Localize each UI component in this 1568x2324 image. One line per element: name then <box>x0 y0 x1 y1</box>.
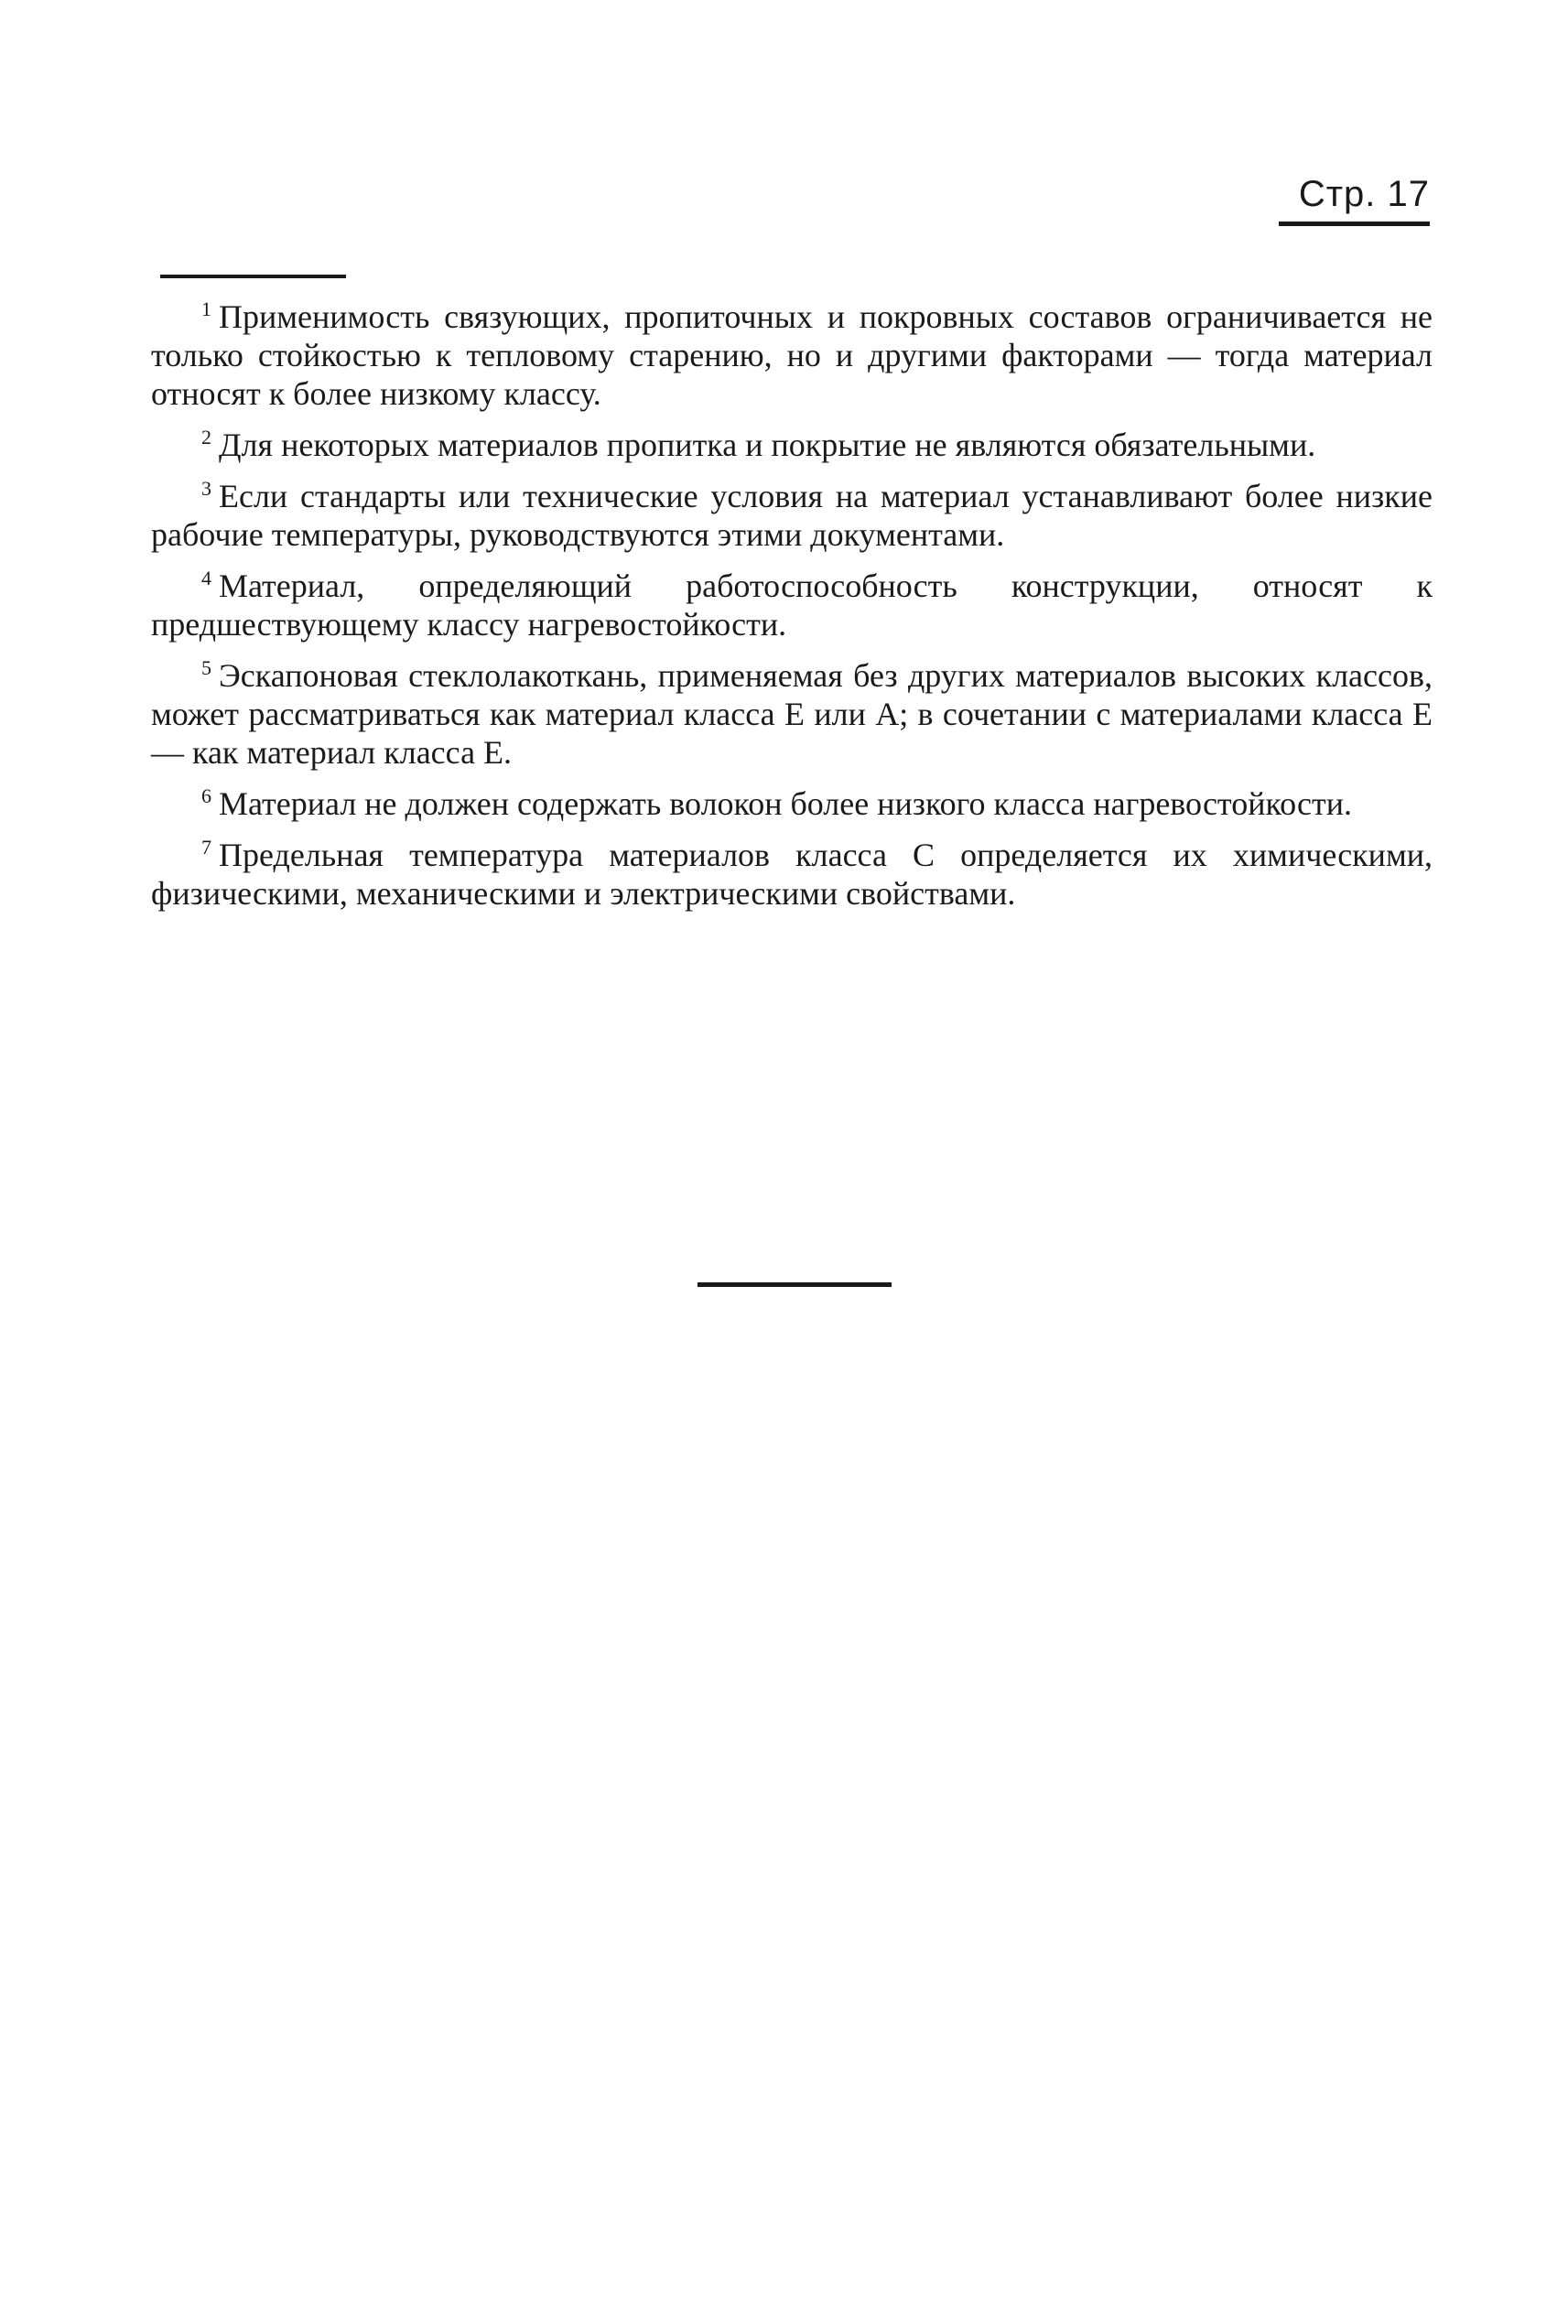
footnote <box>151 426 1433 464</box>
closing-rule <box>697 1282 892 1287</box>
footnote-text: Материал не должен содержать волокон более низкого класса нагревостойкости. <box>219 785 1352 822</box>
footnote-marker: 3 <box>201 477 211 500</box>
footnote-marker: 1 <box>201 297 211 320</box>
footnote-text: Применимость связующих, пропиточных и покровных составов ограничивается не только стойкостью к тепловому старению, но и другими факторами — тогда материал относят к более низкому классу. <box>151 298 1433 412</box>
footnote <box>151 656 1433 772</box>
footnote-marker: 6 <box>201 784 211 807</box>
footnote-text: Если стандарты или технические условия на материал устанавливают более низкие рабочие температуры, руководствуются этими документами. <box>151 478 1433 553</box>
footnote <box>151 567 1433 643</box>
footnote-text: Эскапоновая стеклолакоткань, применяемая без других материалов высоких классов, может рассматриваться как материал класса E или A; в сочетании с материалами класса E — как материал класса E. <box>151 657 1433 771</box>
footnote-text: Предельная температура материалов класса C определяется их химическими, физическими, механическими и электрическими свойствами. <box>151 837 1433 912</box>
footnote-text: Материал, определяющий работоспособность конструкции, относят к предшествующему классу нагревостойкости. <box>151 567 1433 643</box>
header-underline <box>1279 222 1430 226</box>
footnote-marker: 2 <box>201 426 211 449</box>
footnotes <box>151 297 1433 925</box>
footnote-text: Для некоторых материалов пропитка и покрытие не являются обязательными. <box>219 427 1316 463</box>
footnote <box>151 477 1433 554</box>
footnote-rule <box>160 275 346 278</box>
footnote-marker: 4 <box>201 567 211 589</box>
footnote-marker: 7 <box>201 836 211 859</box>
page-header: Стр. 17 <box>1298 174 1430 214</box>
footnote <box>151 297 1433 413</box>
footnote <box>151 784 1433 823</box>
footnote-marker: 5 <box>201 656 211 679</box>
footnote <box>151 836 1433 913</box>
